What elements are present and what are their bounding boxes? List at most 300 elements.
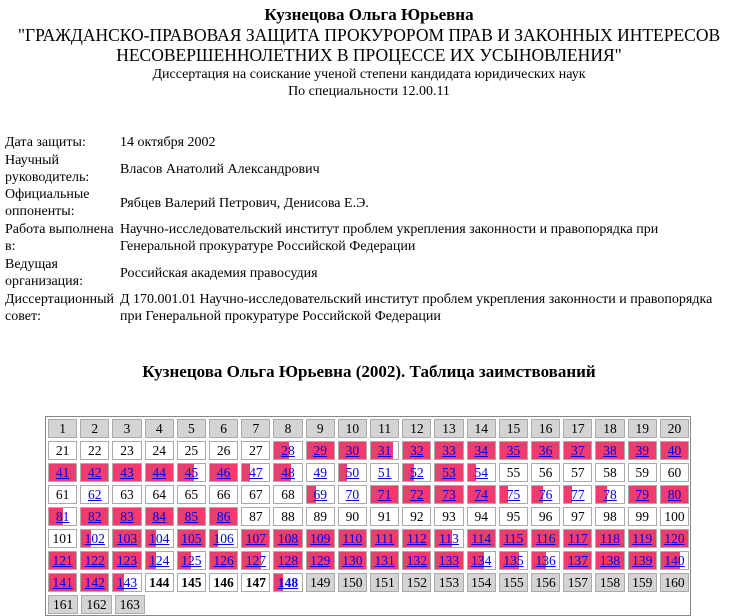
page-cell bbox=[48, 529, 77, 548]
page-number: 68 bbox=[281, 487, 295, 502]
page-number: 20 bbox=[667, 421, 682, 436]
page-link[interactable]: 52 bbox=[410, 465, 424, 480]
page-link-cell[interactable] bbox=[467, 529, 496, 548]
page-link[interactable]: 105 bbox=[181, 531, 202, 546]
page-link[interactable]: 72 bbox=[410, 487, 424, 502]
page-link[interactable]: 139 bbox=[632, 553, 653, 568]
page-number: 25 bbox=[184, 443, 199, 458]
page-cell bbox=[81, 595, 111, 614]
page-link-cell[interactable] bbox=[595, 529, 624, 548]
page-link[interactable]: 132 bbox=[406, 553, 427, 568]
dissertation-title bbox=[0, 25, 738, 65]
page-link[interactable]: 28 bbox=[281, 443, 295, 458]
page-link-cell[interactable] bbox=[338, 441, 367, 460]
page-link-cell[interactable] bbox=[531, 485, 560, 504]
page-link-cell[interactable] bbox=[467, 463, 496, 482]
page-link[interactable]: 102 bbox=[84, 531, 105, 546]
page-link[interactable]: 137 bbox=[567, 553, 588, 568]
page-number: 19 bbox=[635, 421, 649, 436]
page-link[interactable]: 141 bbox=[52, 575, 73, 590]
meta-row-council bbox=[3, 290, 735, 326]
page-number: 160 bbox=[664, 575, 685, 590]
page-link-cell[interactable] bbox=[467, 551, 496, 570]
page-link-cell[interactable] bbox=[499, 485, 528, 504]
page-cell bbox=[628, 507, 657, 526]
page-link[interactable]: 110 bbox=[342, 531, 363, 546]
page-link-cell[interactable] bbox=[80, 507, 109, 526]
page-cell bbox=[306, 573, 335, 592]
page-link[interactable]: 76 bbox=[538, 487, 553, 502]
page-link-cell[interactable] bbox=[434, 529, 463, 548]
page-link-cell[interactable] bbox=[112, 529, 141, 548]
meta-label: Ведущая организация: bbox=[5, 257, 83, 289]
page-link-cell[interactable] bbox=[563, 551, 592, 570]
page-link[interactable]: 53 bbox=[442, 465, 456, 480]
page-cell bbox=[241, 507, 270, 526]
page-cell bbox=[177, 485, 206, 504]
page-link-cell[interactable] bbox=[370, 463, 399, 482]
page-link[interactable]: 46 bbox=[216, 465, 231, 480]
page-link[interactable]: 133 bbox=[438, 553, 460, 568]
page-link-cell[interactable] bbox=[499, 551, 528, 570]
page-number: 27 bbox=[249, 443, 263, 458]
page-number: 88 bbox=[281, 509, 295, 524]
page-link-cell[interactable] bbox=[306, 485, 335, 504]
page-link[interactable]: 47 bbox=[249, 465, 263, 480]
page-link[interactable]: 83 bbox=[120, 509, 134, 524]
page-link[interactable]: 124 bbox=[149, 553, 170, 568]
page-number: 4 bbox=[155, 421, 163, 436]
page-cell bbox=[112, 485, 141, 504]
meta-value: Д 170.001.01 Научно-исследовательский институт проблем укрепления законности и правопорядка при Генеральной прокуратуре Российской Федерации bbox=[120, 292, 713, 324]
page-link-cell[interactable] bbox=[434, 441, 463, 460]
page-cell bbox=[402, 507, 431, 526]
page-cell bbox=[660, 507, 689, 526]
page-number: 101 bbox=[52, 531, 73, 546]
page-link-cell[interactable] bbox=[80, 573, 109, 592]
page-link[interactable]: 75 bbox=[506, 487, 521, 502]
page-link[interactable]: 80 bbox=[667, 487, 682, 502]
page-link-cell[interactable] bbox=[595, 551, 624, 570]
page-link-cell[interactable] bbox=[595, 441, 624, 460]
page-link-cell[interactable] bbox=[563, 485, 592, 504]
page-link-cell[interactable] bbox=[177, 507, 206, 526]
page-link[interactable]: 114 bbox=[471, 531, 492, 546]
page-link[interactable]: 84 bbox=[152, 509, 166, 524]
page-link[interactable]: 125 bbox=[181, 553, 202, 568]
page-link-cell[interactable] bbox=[660, 441, 689, 460]
page-number: 162 bbox=[86, 597, 107, 612]
page-header-cell bbox=[660, 419, 689, 438]
page-link-cell[interactable] bbox=[145, 529, 174, 548]
page-link[interactable]: 108 bbox=[277, 531, 299, 546]
page-link-cell[interactable] bbox=[338, 485, 367, 504]
page-number: 92 bbox=[410, 509, 424, 524]
grid-row bbox=[46, 571, 690, 593]
page-header-cell bbox=[628, 419, 657, 438]
page-link[interactable]: 38 bbox=[603, 443, 617, 458]
page-link-cell[interactable] bbox=[660, 529, 689, 548]
page-number: 152 bbox=[406, 575, 427, 590]
page-link[interactable]: 49 bbox=[313, 465, 327, 480]
page-link[interactable]: 74 bbox=[474, 487, 488, 502]
page-number: 17 bbox=[571, 421, 585, 436]
page-number: 2 bbox=[91, 421, 99, 436]
page-link-cell[interactable] bbox=[177, 463, 206, 482]
author-name: Кузнецова Ольга Юрьевна bbox=[264, 5, 474, 24]
page-header-cell bbox=[402, 419, 431, 438]
page-number: 57 bbox=[571, 465, 585, 480]
page-link-cell[interactable] bbox=[499, 441, 528, 460]
page-link-cell[interactable] bbox=[402, 529, 431, 548]
page-link[interactable]: 42 bbox=[88, 465, 102, 480]
borrowings-grid bbox=[45, 416, 691, 616]
page-header-cell bbox=[177, 419, 206, 438]
page-link-cell[interactable] bbox=[48, 463, 77, 482]
page-link[interactable]: 116 bbox=[535, 531, 556, 546]
page-link-cell[interactable] bbox=[112, 463, 141, 482]
page-number: 65 bbox=[184, 487, 199, 502]
page-link[interactable]: 82 bbox=[88, 509, 102, 524]
page-link[interactable]: 131 bbox=[374, 553, 395, 568]
page-number: 9 bbox=[316, 421, 324, 436]
page-link[interactable]: 113 bbox=[439, 531, 459, 546]
page-cell bbox=[273, 507, 302, 526]
page-link-cell[interactable] bbox=[177, 529, 206, 548]
page-number: 155 bbox=[503, 575, 524, 590]
page-cell bbox=[177, 441, 206, 460]
page-number: 10 bbox=[345, 421, 360, 436]
page-link[interactable]: 122 bbox=[84, 553, 105, 568]
page-link[interactable]: 120 bbox=[664, 531, 685, 546]
page-link-cell[interactable] bbox=[80, 463, 109, 482]
page-link-cell[interactable] bbox=[112, 551, 141, 570]
page-link[interactable]: 121 bbox=[52, 553, 73, 568]
page-cell bbox=[115, 595, 145, 614]
page-link-cell[interactable] bbox=[145, 507, 174, 526]
page-link-cell[interactable] bbox=[370, 551, 399, 570]
page-link-cell[interactable] bbox=[112, 507, 141, 526]
borrowings-table-title: Кузнецова Ольга Юрьевна (2002). Таблица заимствований bbox=[142, 362, 596, 381]
page-number: 63 bbox=[120, 487, 134, 502]
page-link-cell[interactable] bbox=[628, 441, 657, 460]
page-cell bbox=[628, 463, 657, 482]
page-link-cell[interactable] bbox=[628, 529, 657, 548]
page-link[interactable]: 81 bbox=[55, 509, 70, 524]
page-cell bbox=[628, 573, 657, 592]
page-number: 89 bbox=[313, 509, 327, 524]
page-link-cell[interactable] bbox=[434, 463, 463, 482]
page-cell bbox=[402, 573, 431, 592]
page-link[interactable]: 54 bbox=[474, 465, 488, 480]
page-link-cell[interactable] bbox=[306, 441, 335, 460]
page-link[interactable]: 32 bbox=[410, 443, 424, 458]
grid-row bbox=[46, 527, 690, 549]
page-number: 66 bbox=[216, 487, 231, 502]
page-number: 149 bbox=[310, 575, 331, 590]
page-link[interactable]: 142 bbox=[84, 575, 105, 590]
page-link[interactable]: 143 bbox=[116, 575, 138, 590]
page-link-cell[interactable] bbox=[370, 485, 399, 504]
page-link-cell[interactable] bbox=[241, 529, 270, 548]
page-link[interactable]: 31 bbox=[377, 443, 392, 458]
title-line-1: "ГРАЖДАНСКО-ПРАВОВАЯ ЗАЩИТА ПРОКУРОРОМ ПРАВ И ЗАКОННЫХ ИНТЕРЕСОВ bbox=[17, 25, 721, 45]
page-cell bbox=[434, 573, 463, 592]
page-cell bbox=[595, 573, 624, 592]
page-cell bbox=[563, 507, 592, 526]
page-link[interactable]: 123 bbox=[116, 553, 138, 568]
page-link-cell[interactable] bbox=[531, 441, 560, 460]
page-cell bbox=[531, 507, 560, 526]
page-link[interactable]: 112 bbox=[406, 531, 427, 546]
title-line-2: НЕСОВЕРШЕННОЛЕТНИХ В ПРОЦЕССЕ ИХ УСЫНОВЛЕНИЯ" bbox=[116, 45, 622, 65]
page-header-cell bbox=[241, 419, 270, 438]
page-cell bbox=[241, 573, 270, 592]
page-link[interactable]: 34 bbox=[474, 443, 488, 458]
page-link[interactable]: 106 bbox=[213, 531, 234, 546]
page-link-cell[interactable] bbox=[273, 441, 302, 460]
page-link-cell[interactable] bbox=[241, 551, 270, 570]
page-link-cell[interactable] bbox=[209, 551, 238, 570]
page-link[interactable]: 29 bbox=[313, 443, 327, 458]
page-link[interactable]: 117 bbox=[567, 531, 588, 546]
page-link[interactable]: 148 bbox=[277, 575, 299, 590]
grid-row bbox=[46, 505, 690, 527]
meta-value: Научно-исследовательский институт проблем укрепления законности и правопорядка при Генеральной прокуратуре Российской Федерации bbox=[120, 222, 659, 254]
page-link[interactable]: 33 bbox=[442, 443, 456, 458]
page-number: 22 bbox=[88, 443, 102, 458]
page-link[interactable]: 41 bbox=[55, 465, 70, 480]
page-link[interactable]: 35 bbox=[506, 443, 521, 458]
page-link-cell[interactable] bbox=[467, 441, 496, 460]
page-number: 156 bbox=[535, 575, 556, 590]
page-link-cell[interactable] bbox=[595, 485, 624, 504]
page-link-cell[interactable] bbox=[273, 529, 302, 548]
page-number: 3 bbox=[123, 421, 131, 436]
page-link[interactable]: 126 bbox=[213, 553, 234, 568]
page-link-cell[interactable] bbox=[338, 463, 367, 482]
page-number: 8 bbox=[284, 421, 292, 436]
page-link[interactable]: 36 bbox=[538, 443, 553, 458]
metadata-table bbox=[3, 133, 735, 326]
page-link[interactable]: 43 bbox=[120, 465, 134, 480]
page-number: 21 bbox=[55, 443, 70, 458]
page-link[interactable]: 135 bbox=[503, 553, 524, 568]
page-link[interactable]: 138 bbox=[599, 553, 621, 568]
page-cell bbox=[563, 573, 592, 592]
page-link[interactable]: 128 bbox=[277, 553, 299, 568]
page-link-cell[interactable] bbox=[241, 463, 270, 482]
page-link[interactable]: 127 bbox=[245, 553, 266, 568]
page-link[interactable]: 37 bbox=[571, 443, 585, 458]
page-link-cell[interactable] bbox=[273, 463, 302, 482]
page-number: 157 bbox=[567, 575, 588, 590]
page-link-cell[interactable] bbox=[209, 507, 238, 526]
page-link-cell[interactable] bbox=[370, 441, 399, 460]
page-link-cell[interactable] bbox=[467, 485, 496, 504]
page-link-cell[interactable] bbox=[48, 573, 77, 592]
page-cell bbox=[241, 441, 270, 460]
page-cell bbox=[467, 507, 496, 526]
meta-value: 14 октября 2002 bbox=[120, 135, 216, 150]
page-link-cell[interactable] bbox=[563, 441, 592, 460]
page-header-cell bbox=[499, 419, 528, 438]
page-number: 99 bbox=[635, 509, 649, 524]
page-link-cell[interactable] bbox=[80, 529, 109, 548]
page-link-cell[interactable] bbox=[177, 551, 206, 570]
page-number: 163 bbox=[119, 597, 140, 612]
page-number: 59 bbox=[635, 465, 649, 480]
page-header-cell bbox=[145, 419, 174, 438]
page-link-cell[interactable] bbox=[434, 551, 463, 570]
page-link-cell[interactable] bbox=[338, 551, 367, 570]
meta-value: Рябцев Валерий Петрович, Денисова Е.Э. bbox=[120, 195, 369, 211]
page-cell bbox=[209, 485, 238, 504]
page-cell bbox=[467, 573, 496, 592]
page-link-cell[interactable] bbox=[48, 551, 77, 570]
page-link[interactable]: 119 bbox=[632, 531, 653, 546]
page-number: 56 bbox=[538, 465, 553, 480]
page-link-cell[interactable] bbox=[434, 485, 463, 504]
page-number: 7 bbox=[252, 421, 260, 436]
page-cell bbox=[499, 573, 528, 592]
page-link-cell[interactable] bbox=[273, 551, 302, 570]
page-link[interactable]: 104 bbox=[149, 531, 170, 546]
page-link[interactable]: 85 bbox=[184, 509, 199, 524]
page-header-cell bbox=[48, 419, 77, 438]
page-link-cell[interactable] bbox=[338, 529, 367, 548]
page-link[interactable]: 40 bbox=[667, 443, 682, 458]
page-link-cell[interactable] bbox=[402, 463, 431, 482]
page-link[interactable]: 136 bbox=[535, 553, 556, 568]
page-number: 154 bbox=[471, 575, 492, 590]
page-link-cell[interactable] bbox=[660, 485, 689, 504]
page-number: 153 bbox=[438, 575, 460, 590]
page-link[interactable]: 50 bbox=[345, 465, 360, 480]
page-link[interactable]: 51 bbox=[377, 465, 392, 480]
page-number: 1 bbox=[59, 421, 66, 436]
page-number: 14 bbox=[474, 421, 488, 436]
page-number: 12 bbox=[410, 421, 424, 436]
page-link-cell[interactable] bbox=[563, 529, 592, 548]
page-number: 91 bbox=[377, 509, 392, 524]
page-link[interactable]: 140 bbox=[664, 553, 685, 568]
page-cell bbox=[499, 463, 528, 482]
page-link-cell[interactable] bbox=[112, 573, 141, 592]
page-link[interactable]: 86 bbox=[216, 509, 231, 524]
page-cell bbox=[145, 441, 174, 460]
page-cell bbox=[595, 507, 624, 526]
page-header-cell bbox=[273, 419, 302, 438]
page-cell bbox=[48, 485, 77, 504]
page-link[interactable]: 48 bbox=[281, 465, 295, 480]
page-link[interactable]: 130 bbox=[342, 553, 363, 568]
page-cell bbox=[338, 507, 367, 526]
page-link-cell[interactable] bbox=[145, 463, 174, 482]
page-number: 145 bbox=[181, 575, 202, 590]
page-link-cell[interactable] bbox=[660, 551, 689, 570]
page-link-cell[interactable] bbox=[273, 573, 302, 592]
page-header-cell bbox=[595, 419, 624, 438]
page-link[interactable]: 73 bbox=[442, 487, 456, 502]
page-number: 60 bbox=[667, 465, 682, 480]
page-link-cell[interactable] bbox=[80, 485, 109, 504]
page-cell bbox=[112, 441, 141, 460]
page-link[interactable]: 107 bbox=[245, 531, 266, 546]
page-cell bbox=[241, 485, 270, 504]
page-link-cell[interactable] bbox=[499, 529, 528, 548]
page-link-cell[interactable] bbox=[370, 529, 399, 548]
page-link-cell[interactable] bbox=[402, 441, 431, 460]
page-link[interactable]: 71 bbox=[377, 487, 392, 502]
page-link-cell[interactable] bbox=[402, 551, 431, 570]
meta-value: Российская академия правосудия bbox=[120, 265, 318, 281]
page-cell bbox=[531, 463, 560, 482]
page-link[interactable]: 69 bbox=[313, 487, 327, 502]
page-link-cell[interactable] bbox=[306, 551, 335, 570]
page-link[interactable]: 118 bbox=[600, 531, 620, 546]
page-link-cell[interactable] bbox=[531, 551, 560, 570]
page-link[interactable]: 62 bbox=[88, 487, 102, 502]
page-header-cell bbox=[370, 419, 399, 438]
page-cell bbox=[563, 463, 592, 482]
page-link[interactable]: 134 bbox=[471, 553, 492, 568]
page-number: 6 bbox=[220, 421, 227, 436]
page-link[interactable]: 115 bbox=[503, 531, 524, 546]
grid-row bbox=[46, 417, 690, 439]
page-link[interactable]: 109 bbox=[310, 531, 331, 546]
page-number: 100 bbox=[664, 509, 685, 524]
page-link[interactable]: 39 bbox=[635, 443, 649, 458]
page-cell bbox=[370, 507, 399, 526]
page-number: 16 bbox=[538, 421, 553, 436]
grid-row bbox=[46, 483, 690, 505]
page-link-cell[interactable] bbox=[209, 529, 238, 548]
page-link-cell[interactable] bbox=[531, 529, 560, 548]
page-link-cell[interactable] bbox=[209, 463, 238, 482]
page-link-cell[interactable] bbox=[80, 551, 109, 570]
page-link[interactable]: 111 bbox=[375, 531, 395, 546]
page-link[interactable]: 79 bbox=[635, 487, 649, 502]
page-header-cell bbox=[80, 419, 109, 438]
page-link[interactable]: 45 bbox=[184, 465, 199, 480]
page-link-cell[interactable] bbox=[402, 485, 431, 504]
page-header-cell bbox=[531, 419, 560, 438]
page-link[interactable]: 44 bbox=[152, 465, 166, 480]
page-header-cell bbox=[112, 419, 141, 438]
page-link[interactable]: 103 bbox=[116, 531, 138, 546]
page-number: 64 bbox=[152, 487, 166, 502]
page-link-cell[interactable] bbox=[628, 485, 657, 504]
page-number: 93 bbox=[442, 509, 456, 524]
page-link[interactable]: 129 bbox=[310, 553, 331, 568]
page-number: 61 bbox=[55, 487, 70, 502]
page-link-cell[interactable] bbox=[48, 507, 77, 526]
page-link-cell[interactable] bbox=[306, 529, 335, 548]
page-link-cell[interactable] bbox=[145, 551, 174, 570]
page-link[interactable]: 30 bbox=[345, 443, 360, 458]
page-link[interactable]: 77 bbox=[571, 487, 585, 502]
page-link-cell[interactable] bbox=[306, 463, 335, 482]
page-link[interactable]: 70 bbox=[345, 487, 360, 502]
page-cell bbox=[145, 573, 174, 592]
page-link[interactable]: 78 bbox=[603, 487, 617, 502]
page-cell bbox=[48, 441, 77, 460]
degree-info bbox=[0, 66, 738, 100]
page-link-cell[interactable] bbox=[628, 551, 657, 570]
page-number: 159 bbox=[632, 575, 653, 590]
page-number: 161 bbox=[53, 597, 74, 612]
